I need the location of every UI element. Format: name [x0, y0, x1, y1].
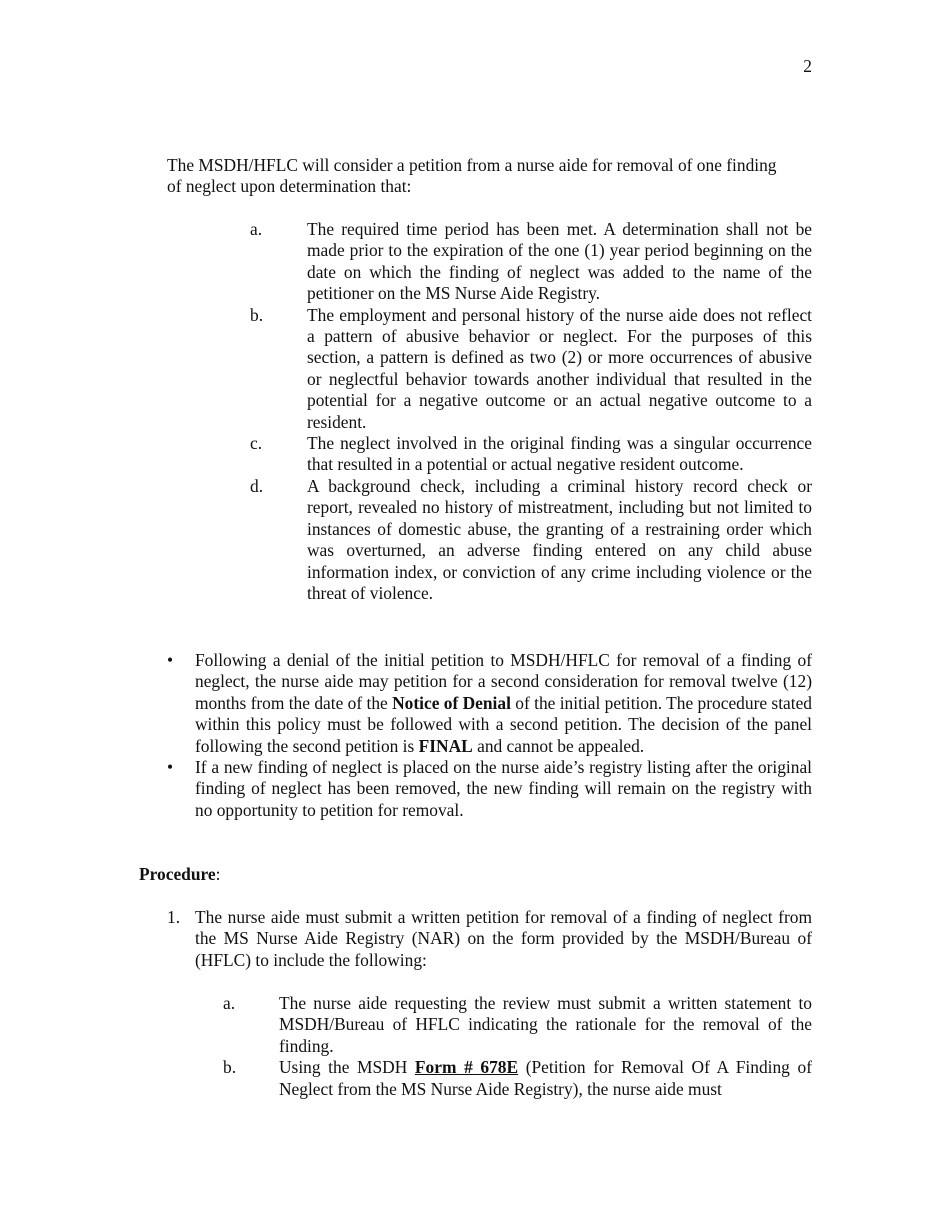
- list-letter: a.: [223, 993, 236, 1013]
- page-number: 2: [803, 56, 812, 76]
- list-letter: a.: [250, 219, 263, 239]
- list-item: [223, 1057, 812, 1100]
- list-item-text: [279, 1057, 812, 1100]
- bullet-text-part: Following a denial of the initial petition to MSDH/HFLC for removal of a finding of neglect, the nurse aide may petition for a second consideration for removal twelve (12) months from the date of the: [195, 650, 812, 713]
- list-letter: b.: [223, 1057, 237, 1078]
- bullet-item: [167, 650, 812, 757]
- procedure-heading-text: Procedure: [139, 864, 216, 884]
- procedure-substeps: [223, 993, 812, 1100]
- list-item: [250, 219, 812, 305]
- bullet-text-part: and cannot be appealed.: [472, 735, 645, 756]
- form-reference: Form # 678E: [414, 1057, 519, 1078]
- list-item: [250, 433, 812, 476]
- bullet-marker: •: [167, 650, 174, 670]
- list-letter: c.: [250, 433, 263, 454]
- list-item: [250, 476, 812, 604]
- list-item-text: The employment and personal history of the nurse aide does not reflect a pattern of abusive behavior or neglect. For the purposes of this section, a pattern is defined as two (2) or more occurrences of abusive or neglectful behavior towards another individual that resulted in the potential for a negative outcome or an actual negative outcome to a resident.: [307, 304, 812, 432]
- step-number: 1.: [167, 907, 181, 927]
- determination-list: [250, 219, 812, 604]
- final-emphasis: FINAL: [418, 735, 473, 756]
- procedure-step: [167, 907, 812, 971]
- bullet-text: If a new finding of neglect is placed on the nurse aide’s registry listing after the original finding of neglect has been removed, the new finding will remain on the registry with no opportunity to petition for removal.: [195, 757, 812, 820]
- list-item: [223, 993, 812, 1057]
- notice-of-denial-emphasis: Notice of Denial: [392, 692, 511, 713]
- bullet-marker: •: [167, 757, 174, 778]
- list-letter: b.: [250, 304, 264, 325]
- procedure-heading-colon: :: [215, 864, 221, 884]
- list-item-text: The nurse aide requesting the review must submit a written statement to MSDH/Bureau of HFLC indicating the rationale for the removal of the finding.: [279, 993, 812, 1056]
- list-item-text: A background check, including a criminal history record check or report, revealed no history of mistreatment, including but not limited to instances of domestic abuse, the granting of a restraining order which was overturned, an adverse finding entered on any child abuse information index, or conviction of any crime including violence or the threat of violence.: [307, 475, 812, 603]
- bullet-text-part: of the initial petition. The procedure stated within this policy must be followed with a second petition. The decision of the panel following the second petition is: [195, 692, 812, 756]
- intro-paragraph: The MSDH/HFLC will consider a petition from a nurse aide for removal of one finding of neglect upon determination that:: [167, 155, 777, 197]
- list-item-text: The neglect involved in the original finding was a singular occurrence that resulted in a potential or actual negative resident outcome.: [307, 433, 812, 475]
- list-item: [250, 305, 812, 433]
- list-letter: d.: [250, 475, 264, 496]
- bullet-list: [167, 650, 812, 821]
- step-text: The nurse aide must submit a written petition for removal of a finding of neglect from the MS Nurse Aide Registry (NAR) on the form provided by the MSDH/Bureau of (HFLC) to include the following:: [195, 907, 812, 970]
- list-item-text-part: (Petition for Removal Of A Finding of Neglect from the MS Nurse Aide Registry), the nurse aide must: [279, 1057, 812, 1099]
- bullet-text: [195, 650, 812, 757]
- list-item-text: The required time period has been met. A determination shall not be made prior to the expiration of the one (1) year period beginning on the date on which the finding of neglect was added to the name of the petitioner on the MS Nurse Aide Registry.: [307, 219, 812, 304]
- list-item-text-part: Using the MSDH: [279, 1057, 415, 1078]
- bullet-item: [167, 757, 812, 821]
- procedure-heading: [139, 864, 220, 885]
